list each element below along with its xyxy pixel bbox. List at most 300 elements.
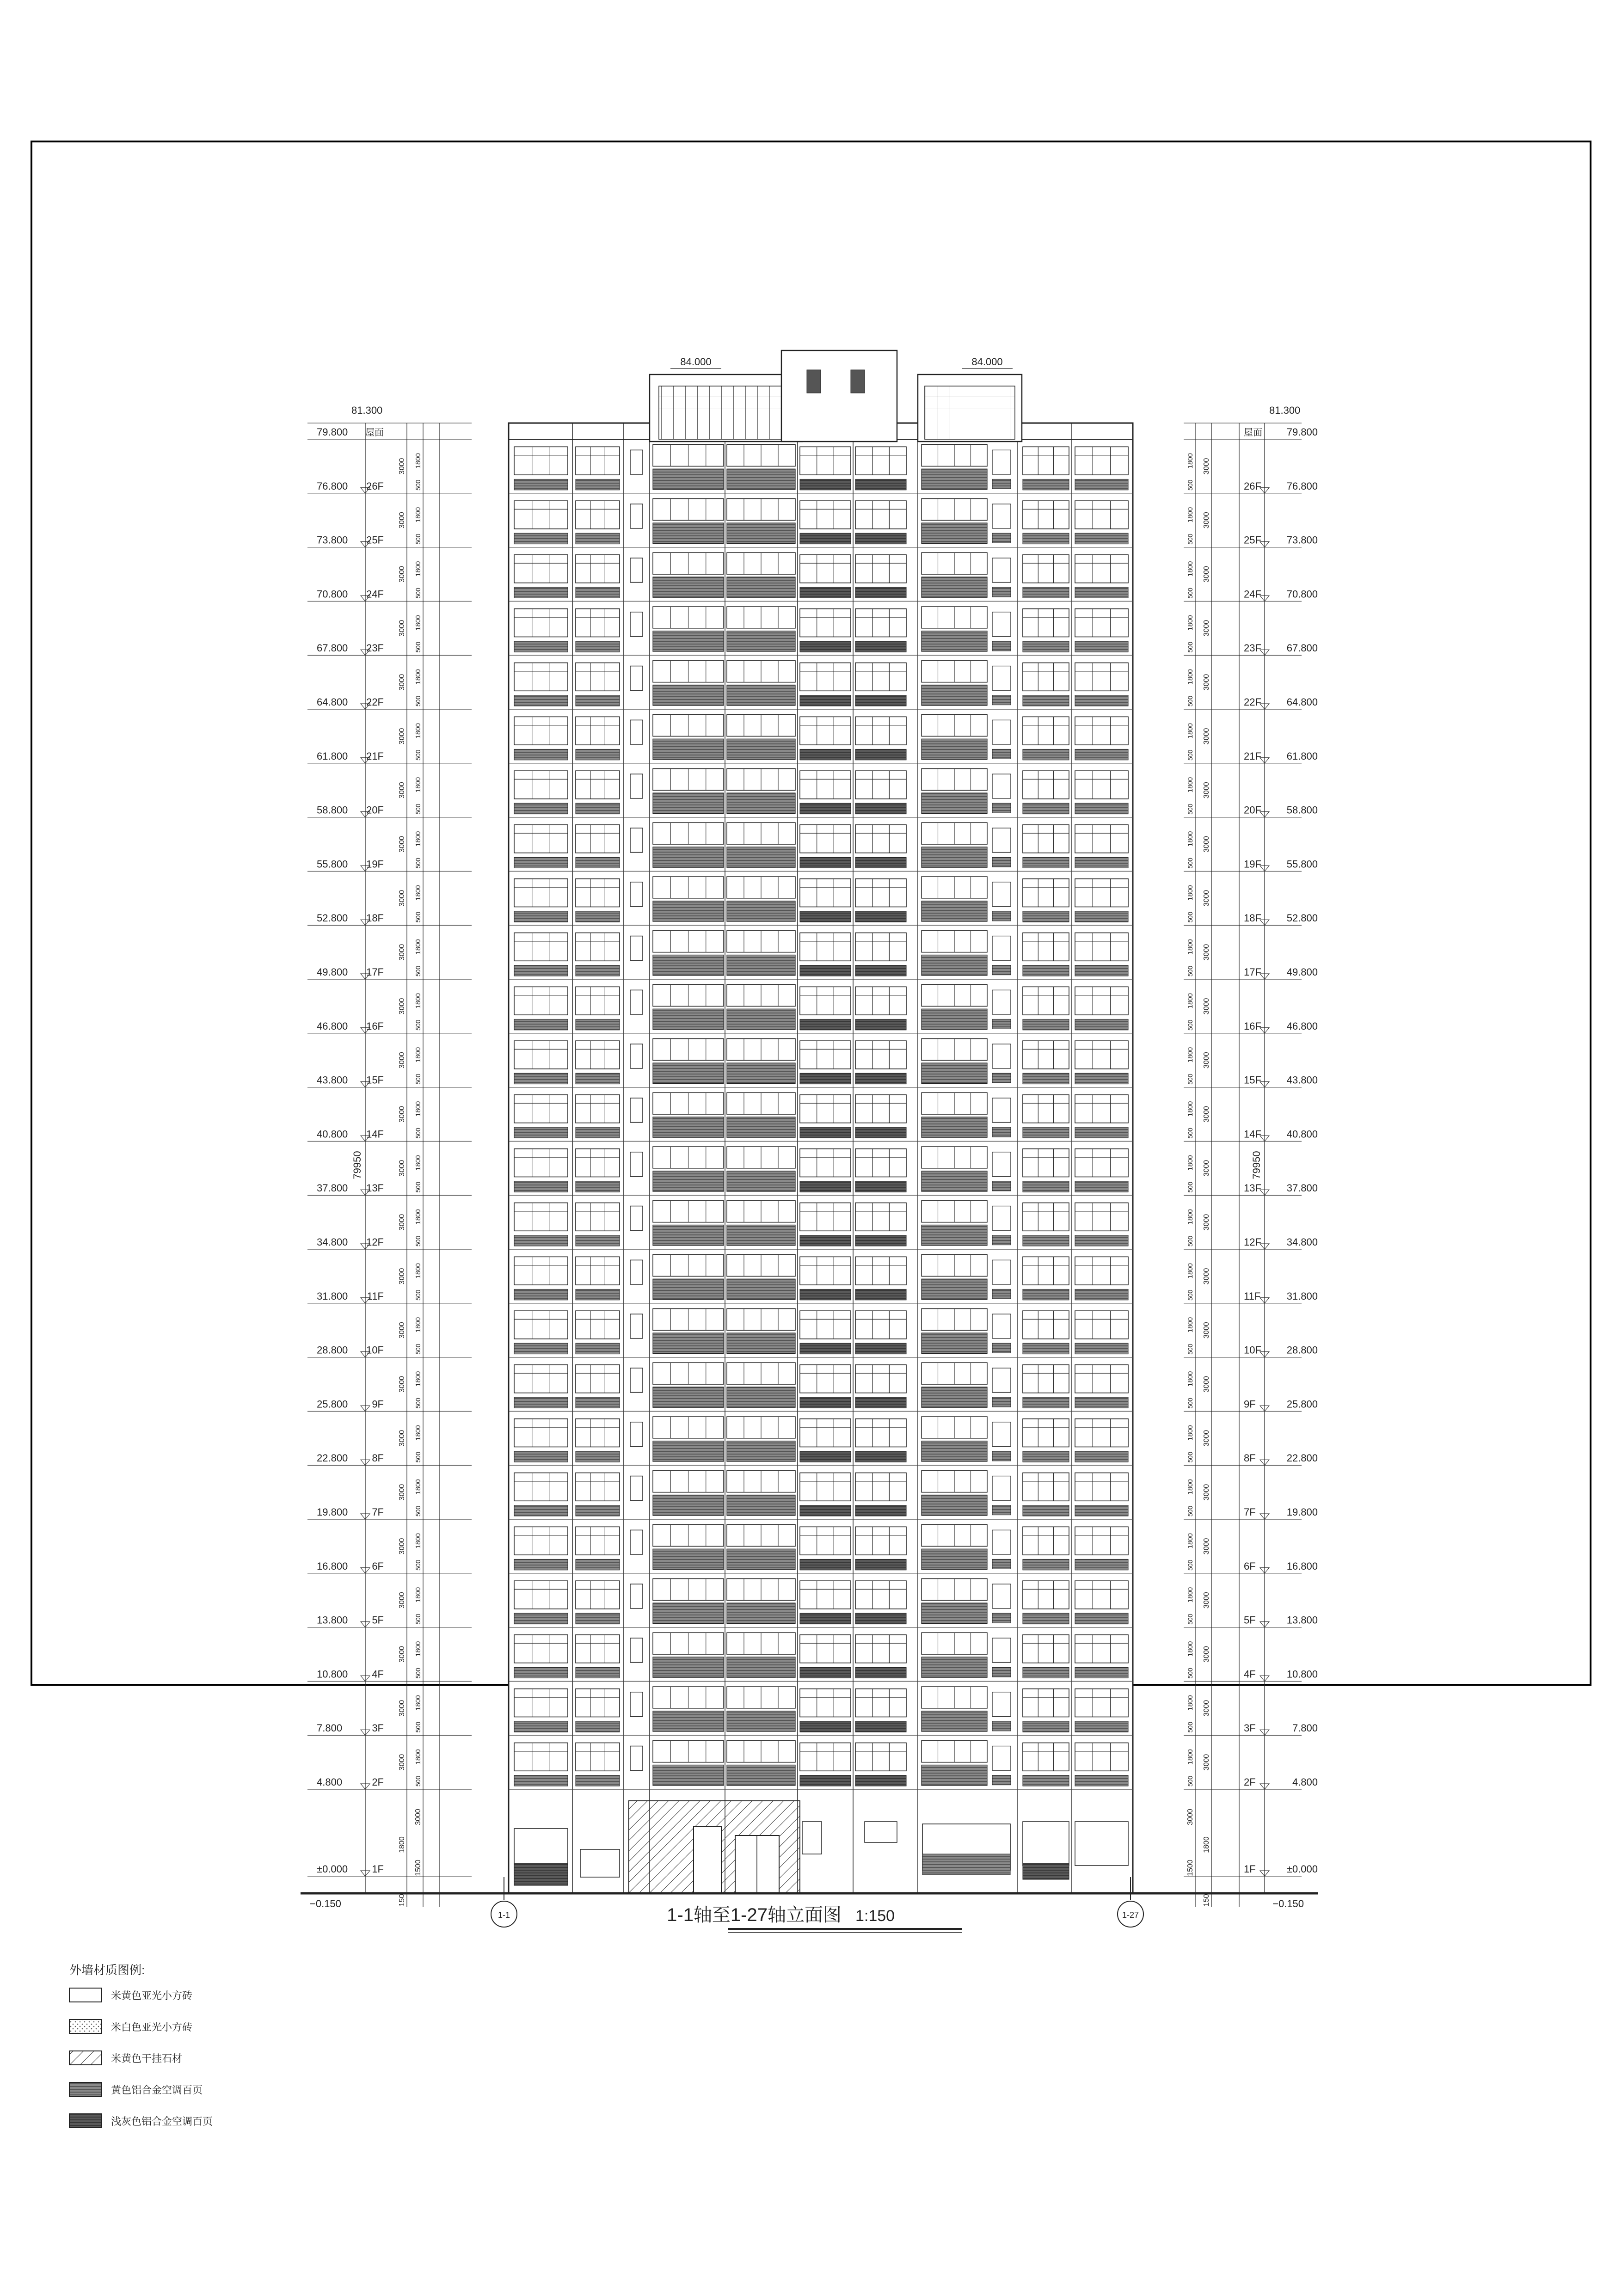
window	[1023, 555, 1069, 583]
legend-swatch-blank	[69, 1988, 102, 2002]
ac-louver-panel	[514, 1451, 568, 1462]
sill-dim: 500	[414, 1344, 422, 1355]
ac-louver-panel	[514, 1343, 568, 1354]
sill-dim: 500	[1186, 695, 1194, 707]
window	[576, 1203, 620, 1231]
balcony-railing	[727, 1333, 795, 1353]
ac-louver-panel	[1023, 1721, 1069, 1732]
ac-louver-panel	[855, 695, 906, 706]
ac-louver-panel	[514, 1721, 568, 1732]
window	[1075, 447, 1128, 475]
ac-louver-panel	[576, 1235, 620, 1246]
ac-louver-panel	[576, 1397, 620, 1408]
floor-height-dim: 3000	[398, 1430, 406, 1447]
floor-height-dim: 3000	[1203, 1106, 1210, 1123]
window	[1075, 501, 1128, 529]
floor-label: 16F	[1244, 1020, 1261, 1032]
window-height-dim: 1800	[1186, 993, 1194, 1009]
floor-label: 13F	[366, 1182, 384, 1194]
ac-louver-panel	[576, 1073, 620, 1084]
floor-height-dim: 3000	[398, 1106, 406, 1123]
sill-dim: 500	[414, 1019, 422, 1031]
window	[1023, 1311, 1069, 1339]
ac-louver-panel	[1023, 1451, 1069, 1462]
sill-dim: 500	[414, 1235, 422, 1247]
window	[1075, 1581, 1128, 1609]
sill-dim: 500	[1186, 642, 1194, 653]
floor-label: 7F	[372, 1506, 384, 1518]
window	[514, 1311, 568, 1339]
floor-height-dim: 3000	[1203, 836, 1210, 853]
balcony-railing	[727, 1549, 795, 1569]
window	[800, 1311, 851, 1339]
ac-louver-panel	[576, 1127, 620, 1138]
sill-dim: 500	[1186, 1722, 1194, 1733]
window	[1023, 1689, 1069, 1717]
legend-swatch-hatch	[69, 2051, 102, 2065]
window-height-dim: 1800	[1186, 507, 1194, 523]
floor-label: 3F	[372, 1722, 384, 1734]
ac-louver-panel	[1075, 803, 1128, 814]
floor-elev: 25.800	[1286, 1398, 1318, 1410]
floor-height-dim: 3000	[1203, 458, 1210, 475]
floor-label: 23F	[366, 642, 384, 654]
ac-louver-panel	[800, 1343, 851, 1354]
floor-elev: 7.800	[317, 1722, 343, 1734]
floor-height-dim: 3000	[1203, 620, 1210, 637]
balcony-railing	[922, 1387, 987, 1407]
ac-louver-panel	[514, 1559, 568, 1570]
balcony-railing	[922, 1657, 987, 1677]
window	[514, 1527, 568, 1555]
window	[855, 1203, 906, 1231]
balcony-railing	[727, 1009, 795, 1029]
sill-dim: 500	[1186, 1668, 1194, 1679]
ac-louver-panel	[514, 1667, 568, 1678]
balcony-railing	[653, 1063, 724, 1083]
window	[1023, 1581, 1069, 1609]
window	[1075, 555, 1128, 583]
ground-window	[802, 1822, 822, 1854]
window	[800, 1689, 851, 1717]
floor-label: 5F	[1244, 1614, 1256, 1626]
balcony-railing	[922, 955, 987, 975]
parapet-elev: 81.300	[351, 405, 383, 416]
ac-louver-panel	[800, 965, 851, 976]
balcony-railing	[922, 1711, 987, 1731]
sill-dim: 500	[414, 1505, 422, 1517]
window-height-dim: 1800	[414, 615, 422, 631]
ac-louver-panel	[800, 1397, 851, 1408]
ac-louver-panel	[800, 911, 851, 922]
window	[800, 663, 851, 691]
balcony-railing	[653, 469, 724, 489]
window-height-dim: 1800	[414, 1317, 422, 1333]
floor-elev: 55.800	[1286, 858, 1318, 870]
stair-window	[630, 774, 643, 798]
window	[1075, 1203, 1128, 1231]
ac-louver-panel	[855, 1613, 906, 1624]
window	[1075, 879, 1128, 907]
floor-elev: 67.800	[1286, 642, 1318, 654]
ac-louver-panel	[514, 1613, 568, 1624]
floor-label: 24F	[366, 588, 384, 600]
balcony-railing	[922, 847, 987, 867]
ac-louver-panel	[1075, 1289, 1128, 1300]
right-dimension-column	[1184, 405, 1318, 1909]
ac-louver-panel	[1023, 641, 1069, 652]
floor-label: 8F	[1244, 1452, 1256, 1464]
window-height-dim: 1800	[1186, 1155, 1194, 1171]
floor-elev: 46.800	[317, 1020, 348, 1032]
floor-label: 25F	[366, 534, 384, 546]
window	[1075, 825, 1128, 853]
ac-louver-panel	[800, 1019, 851, 1030]
window	[855, 1257, 906, 1285]
small-window	[992, 1206, 1011, 1231]
ac-louver-panel	[576, 1289, 620, 1300]
balcony-railing	[727, 793, 795, 813]
window-height-dim: 1800	[414, 885, 422, 901]
balcony-railing	[653, 739, 724, 759]
ac-louver-panel	[1075, 1181, 1128, 1192]
balcony-railing	[922, 1765, 987, 1785]
floor-label: 18F	[366, 912, 384, 924]
ac-louver-panel	[514, 533, 568, 544]
window	[800, 501, 851, 529]
stair-window	[630, 882, 643, 907]
balcony-railing	[922, 1279, 987, 1299]
floor-elev: 7.800	[1292, 1722, 1318, 1734]
window	[576, 1311, 620, 1339]
floor-elev: 46.800	[1286, 1020, 1318, 1032]
sill-dim: 500	[1186, 749, 1194, 761]
floor-height-dim: 3000	[398, 1754, 406, 1771]
floor-height-dim: 3000	[398, 1376, 406, 1393]
floor-label: 26F	[1244, 480, 1261, 492]
floor-label: 19F	[366, 858, 384, 870]
floor-height-dim: 3000	[398, 1214, 406, 1231]
ac-louver-panel	[992, 587, 1011, 597]
ac-louver-panel	[855, 1451, 906, 1462]
window-height-dim: 1800	[1186, 1695, 1194, 1711]
ac-louver-panel	[992, 857, 1011, 867]
floor-height-dim: 3000	[398, 620, 406, 637]
stair-window	[630, 1476, 643, 1501]
balcony-railing	[653, 1441, 724, 1461]
ac-louver-panel	[855, 1721, 906, 1732]
window	[1075, 933, 1128, 961]
window-height-dim: 1800	[1186, 777, 1194, 793]
balcony-railing	[922, 1441, 987, 1461]
stair-window	[630, 558, 643, 583]
floor-height-dim: 3000	[398, 1268, 406, 1285]
window-height-dim: 1800	[414, 993, 422, 1009]
window-height-dim: 1800	[1186, 1641, 1194, 1657]
floor-label: 15F	[1244, 1074, 1261, 1086]
window	[514, 1419, 568, 1447]
floor-elev: 64.800	[317, 696, 348, 708]
window	[576, 1149, 620, 1177]
window	[576, 555, 620, 583]
balcony-railing	[922, 631, 987, 651]
floor-label: 4F	[1244, 1668, 1256, 1680]
ac-louver-panel	[992, 479, 1011, 489]
balcony-railing	[922, 793, 987, 813]
ac-louver-panel	[514, 1073, 568, 1084]
axis-label-right: 1-27	[1122, 1910, 1139, 1920]
sill-dim: 500	[1186, 1182, 1194, 1193]
ac-louver-panel	[576, 911, 620, 922]
balcony-railing	[727, 1117, 795, 1137]
window	[576, 933, 620, 961]
window	[514, 1257, 568, 1285]
sill-dim: 500	[414, 1668, 422, 1679]
floor-elev: 31.800	[1286, 1290, 1318, 1302]
window-height-dim: 1800	[414, 1101, 422, 1117]
window	[514, 1743, 568, 1771]
ac-louver-panel	[576, 1343, 620, 1354]
ac-louver-panel	[514, 1181, 568, 1192]
floor-elev: 64.800	[1286, 696, 1318, 708]
ac-louver-panel	[800, 587, 851, 598]
ac-louver-panel	[576, 1019, 620, 1030]
window	[1023, 1635, 1069, 1663]
ac-louver-panel	[992, 1505, 1011, 1515]
floor-elev: 76.800	[1286, 480, 1318, 492]
window	[855, 717, 906, 745]
window-height-dim: 1800	[414, 507, 422, 523]
window	[514, 1581, 568, 1609]
ac-louver-panel	[855, 1289, 906, 1300]
ac-louver-panel	[514, 857, 568, 868]
window	[1075, 1689, 1128, 1717]
ac-louver-panel	[576, 965, 620, 976]
window	[1075, 771, 1128, 799]
floor-label: 22F	[1244, 696, 1261, 708]
sill-dim: 500	[414, 1074, 422, 1085]
sill-dim: 500	[414, 534, 422, 545]
ground-window	[865, 1822, 897, 1842]
window	[855, 879, 906, 907]
ac-louver-panel	[514, 479, 568, 490]
floor-elev: 43.800	[1286, 1074, 1318, 1086]
floor-label: 16F	[366, 1020, 384, 1032]
window-height-dim: 1800	[1186, 561, 1194, 577]
window	[800, 609, 851, 637]
window	[514, 501, 568, 529]
ac-louver-panel	[800, 1289, 851, 1300]
ac-louver-panel	[576, 587, 620, 598]
ac-louver-panel	[514, 1863, 568, 1885]
window-height-dim: 1800	[414, 831, 422, 847]
window	[576, 1689, 620, 1717]
ground-dim: 1800	[398, 1836, 406, 1853]
ac-louver-panel	[992, 1073, 1011, 1083]
balcony-railing	[727, 469, 795, 489]
floor-elev: 73.800	[1286, 534, 1318, 546]
small-window	[992, 882, 1011, 907]
sill-dim: 500	[414, 965, 422, 977]
window	[1075, 1527, 1128, 1555]
balcony-railing	[922, 1333, 987, 1353]
sill-dim: 500	[1186, 804, 1194, 815]
ac-louver-panel	[1075, 1721, 1128, 1732]
window	[800, 1635, 851, 1663]
window	[576, 1581, 620, 1609]
window	[855, 501, 906, 529]
floor-label: 18F	[1244, 912, 1261, 924]
ac-louver-panel	[855, 749, 906, 760]
ac-louver-panel	[1023, 1127, 1069, 1138]
ac-louver-panel	[576, 1451, 620, 1462]
ac-louver-panel	[1023, 803, 1069, 814]
ground-dim: 1500	[414, 1860, 422, 1876]
floor-elev: 55.800	[317, 858, 348, 870]
balcony-railing	[922, 1171, 987, 1191]
window-height-dim: 1800	[414, 1533, 422, 1549]
balcony-railing	[653, 1009, 724, 1029]
ac-louver-panel	[855, 803, 906, 814]
floor-elev: 67.800	[317, 642, 348, 654]
sill-dim: 500	[414, 1182, 422, 1193]
ac-louver-panel	[1023, 1505, 1069, 1516]
ac-louver-panel	[855, 857, 906, 868]
sill-dim: 500	[1186, 1559, 1194, 1571]
ac-louver-panel	[800, 857, 851, 868]
ac-louver-panel	[514, 587, 568, 598]
ac-louver-panel	[1075, 1505, 1128, 1516]
floor-height-dim: 3000	[1203, 1646, 1210, 1663]
window	[514, 879, 568, 907]
floor-height-dim: 3000	[398, 728, 406, 745]
floor-height-dim: 3000	[398, 1700, 406, 1717]
stair-window	[630, 1422, 643, 1447]
ac-louver-panel	[800, 1127, 851, 1138]
window	[855, 1095, 906, 1123]
sill-dim: 500	[1186, 1235, 1194, 1247]
window-height-dim: 1800	[414, 453, 422, 469]
ac-louver-panel	[855, 1343, 906, 1354]
ac-louver-panel	[1075, 1667, 1128, 1678]
balcony-railing	[653, 1657, 724, 1677]
ac-louver-panel	[855, 587, 906, 598]
ac-louver-panel	[800, 1775, 851, 1786]
window-height-dim: 1800	[1186, 1479, 1194, 1495]
ac-louver-panel	[576, 1775, 620, 1786]
window	[1023, 447, 1069, 475]
stair-window	[630, 450, 643, 474]
window-height-dim: 1800	[414, 1155, 422, 1171]
window	[800, 1527, 851, 1555]
ac-louver-panel	[1023, 533, 1069, 544]
window-height-dim: 1800	[1186, 939, 1194, 955]
window-height-dim: 1800	[414, 1695, 422, 1711]
floor-elev: 40.800	[1286, 1128, 1318, 1140]
window	[1023, 501, 1069, 529]
floor-label: 17F	[366, 966, 384, 978]
ac-louver-panel	[992, 1667, 1011, 1677]
ac-louver-panel	[576, 479, 620, 490]
window	[800, 1581, 851, 1609]
window	[855, 825, 906, 853]
stair-window	[630, 1638, 643, 1663]
window	[1075, 717, 1128, 745]
floor-height-dim: 3000	[1203, 674, 1210, 691]
ac-louver-panel	[1023, 1397, 1069, 1408]
window	[576, 1743, 620, 1771]
sill-dim: 500	[1186, 1128, 1194, 1139]
ground-dim: 3000	[1186, 1809, 1194, 1825]
floor-elev: 49.800	[317, 966, 348, 978]
floor-label: 7F	[1244, 1506, 1256, 1518]
floor-elev: ±0.000	[317, 1863, 348, 1875]
ac-louver-panel	[1075, 1775, 1128, 1786]
balcony-railing	[727, 1225, 795, 1245]
window	[855, 1635, 906, 1663]
shop-window	[1023, 1822, 1069, 1866]
window-height-dim: 1800	[1186, 1317, 1194, 1333]
window	[576, 771, 620, 799]
window-height-dim: 1800	[414, 1425, 422, 1441]
floor-elev: 13.800	[1286, 1614, 1318, 1626]
floor-height-dim: 3000	[398, 566, 406, 583]
window-height-dim: 1800	[1186, 1263, 1194, 1279]
ground-dim: 1500	[1186, 1860, 1194, 1876]
balcony-railing	[922, 739, 987, 759]
window	[1075, 1365, 1128, 1393]
window	[1075, 987, 1128, 1015]
balcony-railing	[653, 1117, 724, 1137]
stair-roof-box	[781, 350, 897, 442]
sill-dim: 500	[414, 642, 422, 653]
building-facade	[301, 350, 1318, 1893]
floor-elev: 16.800	[1286, 1560, 1318, 1572]
ground-dim: 150	[398, 1894, 406, 1907]
ac-louver-panel	[992, 1451, 1011, 1461]
floor-label: 21F	[366, 750, 384, 762]
ac-louver-panel	[855, 1397, 906, 1408]
roof-vent	[807, 370, 821, 393]
window	[576, 1095, 620, 1123]
balcony-railing	[653, 1765, 724, 1785]
balcony-railing	[922, 1603, 987, 1623]
floor-height-dim: 3000	[1203, 1160, 1210, 1177]
window-height-dim: 1800	[1186, 885, 1194, 901]
ac-louver-panel	[576, 695, 620, 706]
roof-grille-right	[925, 386, 1015, 439]
floor-label: 20F	[1244, 804, 1261, 816]
window	[514, 1635, 568, 1663]
floor-label: 2F	[372, 1776, 384, 1788]
legend-swatch-dark	[69, 2114, 102, 2128]
drawing-title-block	[667, 1905, 962, 1933]
ac-louver-panel	[514, 965, 568, 976]
small-window	[992, 450, 1011, 474]
ac-louver-panel	[855, 911, 906, 922]
window-height-dim: 1800	[1186, 1533, 1194, 1549]
stair-window	[630, 720, 643, 744]
balcony-railing	[727, 1657, 795, 1677]
small-window	[992, 720, 1011, 744]
floor-elev: 22.800	[1286, 1452, 1318, 1464]
window	[800, 987, 851, 1015]
window	[576, 1257, 620, 1285]
floor-label: 1F	[1244, 1863, 1256, 1875]
balcony-railing	[727, 685, 795, 705]
window	[1023, 717, 1069, 745]
window	[1075, 1095, 1128, 1123]
